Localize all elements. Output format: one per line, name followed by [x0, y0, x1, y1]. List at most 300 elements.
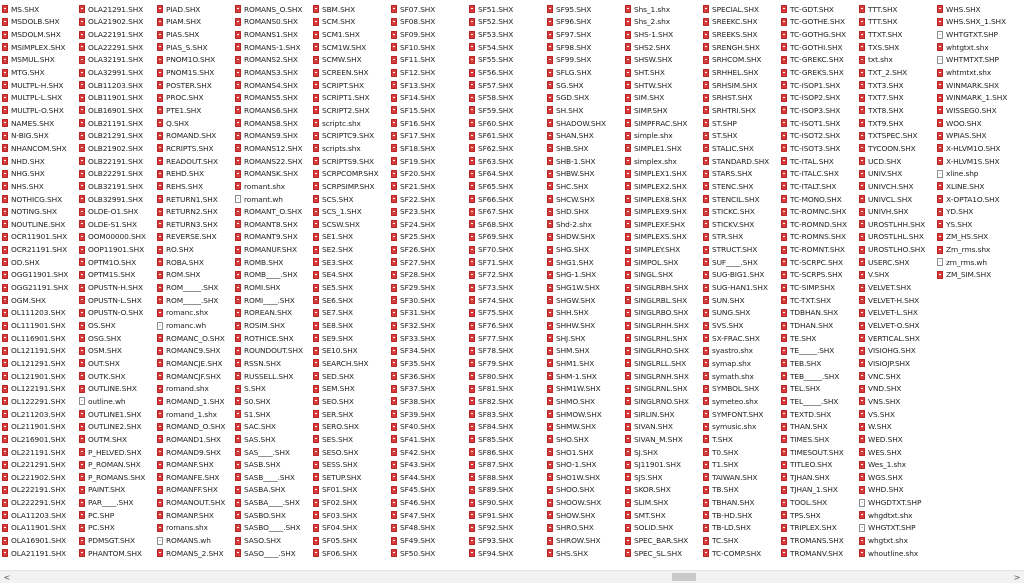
- file-item[interactable]: [2, 370, 66, 383]
- file-item[interactable]: [157, 534, 211, 547]
- file-item[interactable]: [313, 345, 358, 358]
- file-item[interactable]: [937, 92, 1007, 105]
- file-item[interactable]: [235, 167, 298, 180]
- file-item[interactable]: [781, 446, 844, 459]
- file-item[interactable]: [313, 167, 379, 180]
- file-item[interactable]: [547, 484, 594, 497]
- file-item[interactable]: [2, 79, 63, 92]
- file-item[interactable]: [2, 420, 66, 433]
- file-item[interactable]: [79, 357, 120, 370]
- file-item[interactable]: [235, 104, 298, 117]
- file-item[interactable]: [781, 408, 831, 421]
- file-item[interactable]: [547, 142, 588, 155]
- file-item[interactable]: [313, 522, 357, 535]
- file-item[interactable]: [157, 28, 199, 41]
- file-item[interactable]: [79, 155, 143, 168]
- file-item[interactable]: [547, 155, 595, 168]
- file-item[interactable]: [625, 167, 687, 180]
- file-item[interactable]: [313, 484, 357, 497]
- file-item[interactable]: [235, 395, 270, 408]
- file-item[interactable]: [313, 420, 359, 433]
- file-item[interactable]: [703, 345, 753, 358]
- file-item[interactable]: [391, 370, 435, 383]
- file-item[interactable]: [235, 484, 285, 497]
- file-item[interactable]: [469, 193, 513, 206]
- file-item[interactable]: [625, 484, 671, 497]
- file-item[interactable]: [781, 16, 845, 29]
- scrollbar-thumb[interactable]: [672, 573, 696, 581]
- file-item[interactable]: [547, 54, 591, 67]
- file-item[interactable]: [859, 408, 895, 421]
- file-item[interactable]: [859, 167, 902, 180]
- file-item[interactable]: [313, 243, 353, 256]
- file-item[interactable]: [547, 3, 591, 16]
- file-item[interactable]: [157, 41, 207, 54]
- file-item[interactable]: [859, 496, 921, 509]
- file-item[interactable]: [79, 231, 146, 244]
- file-item[interactable]: [625, 231, 687, 244]
- file-item[interactable]: [157, 130, 216, 143]
- file-item[interactable]: [235, 3, 302, 16]
- file-item[interactable]: [2, 294, 46, 307]
- file-item[interactable]: [859, 130, 918, 143]
- file-item[interactable]: [781, 370, 839, 383]
- file-item[interactable]: [313, 357, 368, 370]
- file-item[interactable]: [79, 383, 137, 396]
- file-item[interactable]: [781, 155, 834, 168]
- file-item[interactable]: [235, 446, 290, 459]
- file-item[interactable]: [157, 269, 200, 282]
- file-item[interactable]: [625, 3, 670, 16]
- file-item[interactable]: [625, 357, 686, 370]
- file-item[interactable]: [469, 28, 513, 41]
- file-item[interactable]: [781, 281, 835, 294]
- file-item[interactable]: [781, 167, 839, 180]
- file-item[interactable]: [2, 408, 66, 421]
- file-item[interactable]: [937, 66, 991, 79]
- file-item[interactable]: [157, 79, 212, 92]
- file-item[interactable]: [469, 395, 513, 408]
- file-item[interactable]: [703, 28, 757, 41]
- file-item[interactable]: [703, 433, 733, 446]
- file-item[interactable]: [2, 180, 44, 193]
- file-item[interactable]: [469, 534, 513, 547]
- file-item[interactable]: [625, 509, 666, 522]
- file-item[interactable]: [2, 547, 66, 560]
- file-item[interactable]: [703, 155, 769, 168]
- file-item[interactable]: [313, 547, 357, 560]
- file-item[interactable]: [937, 218, 972, 231]
- file-item[interactable]: [235, 496, 300, 509]
- file-item[interactable]: [781, 294, 831, 307]
- file-item[interactable]: [2, 496, 66, 509]
- file-item[interactable]: [469, 167, 513, 180]
- file-item[interactable]: [313, 193, 354, 206]
- file-item[interactable]: [781, 218, 847, 231]
- file-item[interactable]: [781, 231, 846, 244]
- file-item[interactable]: [469, 205, 513, 218]
- file-item[interactable]: [391, 54, 435, 67]
- file-item[interactable]: [2, 66, 45, 79]
- file-item[interactable]: [2, 281, 68, 294]
- file-item[interactable]: [79, 92, 143, 105]
- file-item[interactable]: [469, 104, 513, 117]
- file-item[interactable]: [781, 193, 842, 206]
- file-item[interactable]: [469, 243, 513, 256]
- file-item[interactable]: [313, 28, 360, 41]
- file-item[interactable]: [547, 509, 595, 522]
- file-item[interactable]: [79, 446, 142, 459]
- file-item[interactable]: [703, 218, 754, 231]
- file-item[interactable]: [79, 28, 143, 41]
- file-item[interactable]: [2, 307, 66, 320]
- file-item[interactable]: [391, 155, 435, 168]
- file-item[interactable]: [625, 180, 687, 193]
- file-item[interactable]: [781, 243, 845, 256]
- file-item[interactable]: [313, 319, 353, 332]
- file-item[interactable]: [625, 79, 672, 92]
- file-item[interactable]: [79, 294, 142, 307]
- file-item[interactable]: [703, 54, 761, 67]
- file-item[interactable]: [625, 471, 663, 484]
- file-item[interactable]: [2, 243, 67, 256]
- file-item[interactable]: [235, 294, 295, 307]
- file-item[interactable]: [937, 28, 998, 41]
- file-item[interactable]: [2, 117, 54, 130]
- file-item[interactable]: [79, 41, 143, 54]
- file-item[interactable]: [157, 180, 203, 193]
- file-item[interactable]: [157, 357, 222, 370]
- file-item[interactable]: [235, 332, 294, 345]
- file-item[interactable]: [313, 471, 361, 484]
- file-item[interactable]: [781, 522, 837, 535]
- file-item[interactable]: [391, 3, 435, 16]
- file-item[interactable]: [313, 231, 353, 244]
- file-item[interactable]: [235, 433, 276, 446]
- file-item[interactable]: [547, 243, 589, 256]
- file-item[interactable]: [547, 420, 596, 433]
- file-item[interactable]: [391, 471, 435, 484]
- file-item[interactable]: [547, 205, 589, 218]
- file-item[interactable]: [469, 256, 513, 269]
- file-item[interactable]: [937, 104, 997, 117]
- file-item[interactable]: [703, 281, 768, 294]
- file-item[interactable]: [2, 16, 59, 29]
- file-item[interactable]: [2, 395, 66, 408]
- file-item[interactable]: [859, 319, 919, 332]
- file-item[interactable]: [547, 256, 594, 269]
- file-item[interactable]: [235, 408, 270, 421]
- file-item[interactable]: [937, 117, 982, 130]
- file-item[interactable]: [469, 16, 513, 29]
- file-item[interactable]: [547, 79, 583, 92]
- file-item[interactable]: [79, 319, 116, 332]
- file-item[interactable]: [859, 180, 913, 193]
- file-item[interactable]: [391, 281, 435, 294]
- file-item[interactable]: [79, 180, 143, 193]
- file-item[interactable]: [469, 319, 513, 332]
- file-item[interactable]: [391, 547, 435, 560]
- file-item[interactable]: [859, 205, 908, 218]
- file-item[interactable]: [547, 28, 591, 41]
- file-item[interactable]: [79, 332, 121, 345]
- file-item[interactable]: [235, 307, 292, 320]
- file-item[interactable]: [703, 534, 738, 547]
- file-item[interactable]: [469, 357, 513, 370]
- file-item[interactable]: [469, 420, 513, 433]
- file-item[interactable]: [2, 509, 66, 522]
- file-item[interactable]: [235, 357, 281, 370]
- file-item[interactable]: [235, 319, 285, 332]
- file-item[interactable]: [313, 66, 369, 79]
- file-item[interactable]: [469, 66, 513, 79]
- file-item[interactable]: [625, 41, 671, 54]
- file-item[interactable]: [625, 420, 673, 433]
- file-item[interactable]: [703, 3, 759, 16]
- file-item[interactable]: [157, 142, 213, 155]
- file-item[interactable]: [313, 408, 353, 421]
- file-item[interactable]: [313, 370, 354, 383]
- file-item[interactable]: [937, 231, 988, 244]
- file-item[interactable]: [781, 395, 838, 408]
- file-item[interactable]: [781, 547, 843, 560]
- file-item[interactable]: [79, 205, 138, 218]
- file-item[interactable]: [937, 41, 989, 54]
- file-item[interactable]: [781, 117, 840, 130]
- file-item[interactable]: [703, 370, 754, 383]
- file-item[interactable]: [157, 104, 201, 117]
- file-item[interactable]: [859, 471, 903, 484]
- file-item[interactable]: [781, 458, 832, 471]
- file-item[interactable]: [703, 471, 757, 484]
- file-item[interactable]: [703, 205, 755, 218]
- file-item[interactable]: [859, 231, 924, 244]
- file-item[interactable]: [313, 383, 355, 396]
- file-item[interactable]: [391, 408, 435, 421]
- file-item[interactable]: [859, 193, 912, 206]
- file-item[interactable]: [703, 256, 758, 269]
- file-item[interactable]: [235, 345, 303, 358]
- file-item[interactable]: [469, 370, 513, 383]
- file-item[interactable]: [391, 496, 435, 509]
- file-item[interactable]: [937, 142, 1000, 155]
- file-item[interactable]: [859, 370, 901, 383]
- file-item[interactable]: [313, 307, 353, 320]
- file-item[interactable]: [157, 332, 225, 345]
- file-item[interactable]: [391, 534, 435, 547]
- file-item[interactable]: [391, 383, 435, 396]
- file-item[interactable]: [313, 256, 353, 269]
- file-item[interactable]: [469, 130, 513, 143]
- file-item[interactable]: [235, 130, 298, 143]
- file-item[interactable]: [859, 79, 904, 92]
- file-item[interactable]: [781, 28, 846, 41]
- file-item[interactable]: [937, 256, 987, 269]
- file-item[interactable]: [625, 205, 687, 218]
- file-item[interactable]: [625, 534, 688, 547]
- file-item[interactable]: [859, 256, 909, 269]
- file-item[interactable]: [625, 433, 683, 446]
- file-item[interactable]: [391, 117, 435, 130]
- file-item[interactable]: [2, 28, 61, 41]
- file-item[interactable]: [157, 205, 218, 218]
- file-item[interactable]: [781, 66, 844, 79]
- file-item[interactable]: [313, 104, 369, 117]
- file-item[interactable]: [313, 433, 353, 446]
- file-item[interactable]: [703, 522, 751, 535]
- file-item[interactable]: [703, 104, 756, 117]
- file-item[interactable]: [313, 155, 374, 168]
- file-item[interactable]: [781, 319, 833, 332]
- file-item[interactable]: [391, 104, 435, 117]
- file-item[interactable]: [79, 458, 141, 471]
- file-item[interactable]: [313, 117, 361, 130]
- file-item[interactable]: [625, 16, 670, 29]
- file-item[interactable]: [781, 3, 834, 16]
- file-item[interactable]: [625, 130, 673, 143]
- file-item[interactable]: [391, 16, 435, 29]
- file-item[interactable]: [859, 307, 918, 320]
- file-item[interactable]: [157, 547, 223, 560]
- file-item[interactable]: [547, 332, 585, 345]
- file-item[interactable]: [703, 509, 752, 522]
- file-item[interactable]: [781, 142, 840, 155]
- file-item[interactable]: [2, 256, 40, 269]
- file-item[interactable]: [469, 458, 513, 471]
- file-item[interactable]: [2, 167, 45, 180]
- file-item[interactable]: [547, 534, 600, 547]
- file-item[interactable]: [547, 433, 589, 446]
- file-item[interactable]: [157, 243, 194, 256]
- file-item[interactable]: [547, 408, 602, 421]
- file-item[interactable]: [391, 180, 435, 193]
- file-item[interactable]: [313, 332, 353, 345]
- file-item[interactable]: [235, 92, 298, 105]
- file-item[interactable]: [625, 319, 689, 332]
- file-item[interactable]: [157, 281, 218, 294]
- file-item[interactable]: [703, 395, 758, 408]
- file-item[interactable]: [547, 193, 595, 206]
- file-item[interactable]: [625, 307, 688, 320]
- file-item[interactable]: [859, 345, 916, 358]
- file-item[interactable]: [703, 383, 759, 396]
- file-item[interactable]: [703, 496, 755, 509]
- file-item[interactable]: [157, 294, 218, 307]
- file-item[interactable]: [859, 458, 906, 471]
- file-item[interactable]: [157, 509, 214, 522]
- file-item[interactable]: [859, 357, 910, 370]
- file-item[interactable]: [703, 117, 737, 130]
- scroll-left-arrow-icon[interactable]: <: [3, 572, 11, 582]
- file-item[interactable]: [235, 180, 285, 193]
- file-item[interactable]: [2, 345, 66, 358]
- file-item[interactable]: [391, 28, 435, 41]
- file-item[interactable]: [391, 130, 435, 143]
- file-item[interactable]: [469, 307, 513, 320]
- file-item[interactable]: [859, 383, 901, 396]
- file-item[interactable]: [703, 16, 757, 29]
- file-item[interactable]: [2, 193, 62, 206]
- file-item[interactable]: [2, 446, 66, 459]
- file-item[interactable]: [781, 54, 844, 67]
- file-item[interactable]: [157, 218, 218, 231]
- file-item[interactable]: [703, 357, 751, 370]
- file-item[interactable]: [391, 167, 435, 180]
- file-item[interactable]: [2, 319, 66, 332]
- file-item[interactable]: [391, 79, 435, 92]
- file-item[interactable]: [313, 269, 353, 282]
- file-item[interactable]: [469, 522, 513, 535]
- file-item[interactable]: [547, 345, 590, 358]
- file-item[interactable]: [2, 332, 66, 345]
- file-item[interactable]: [547, 16, 591, 29]
- file-item[interactable]: [469, 446, 513, 459]
- file-item[interactable]: [157, 3, 200, 16]
- file-item[interactable]: [625, 408, 675, 421]
- file-item[interactable]: [859, 332, 920, 345]
- file-item[interactable]: [781, 104, 840, 117]
- file-item[interactable]: [703, 193, 759, 206]
- file-item[interactable]: [781, 509, 821, 522]
- file-item[interactable]: [625, 294, 687, 307]
- file-item[interactable]: [547, 269, 596, 282]
- file-item[interactable]: [313, 3, 355, 16]
- file-item[interactable]: [781, 357, 821, 370]
- file-item[interactable]: [781, 256, 843, 269]
- file-item[interactable]: [781, 269, 843, 282]
- file-item[interactable]: [79, 54, 143, 67]
- file-item[interactable]: [625, 547, 682, 560]
- file-item[interactable]: [547, 458, 596, 471]
- file-item[interactable]: [859, 547, 918, 560]
- file-item[interactable]: [391, 193, 435, 206]
- file-item[interactable]: [547, 357, 594, 370]
- file-item[interactable]: [157, 395, 224, 408]
- file-item[interactable]: [469, 294, 513, 307]
- file-item[interactable]: [391, 142, 435, 155]
- file-item[interactable]: [235, 28, 298, 41]
- file-item[interactable]: [313, 92, 369, 105]
- file-item[interactable]: [781, 496, 827, 509]
- file-item[interactable]: [79, 104, 143, 117]
- file-item[interactable]: [391, 509, 435, 522]
- file-item[interactable]: [157, 471, 219, 484]
- file-item[interactable]: [625, 269, 673, 282]
- file-item[interactable]: [625, 522, 673, 535]
- file-item[interactable]: [547, 547, 588, 560]
- file-item[interactable]: [469, 142, 513, 155]
- file-item[interactable]: [703, 319, 743, 332]
- file-item[interactable]: [469, 180, 513, 193]
- file-item[interactable]: [625, 155, 677, 168]
- file-item[interactable]: [235, 79, 298, 92]
- file-item[interactable]: [313, 395, 354, 408]
- file-item[interactable]: [937, 16, 1006, 29]
- file-item[interactable]: [469, 408, 513, 421]
- file-item[interactable]: [937, 180, 984, 193]
- file-item[interactable]: [313, 142, 361, 155]
- file-item[interactable]: [2, 484, 66, 497]
- file-item[interactable]: [157, 66, 214, 79]
- file-item[interactable]: [235, 205, 302, 218]
- file-item[interactable]: [781, 205, 846, 218]
- file-item[interactable]: [79, 130, 143, 143]
- file-item[interactable]: [937, 167, 978, 180]
- file-item[interactable]: [235, 534, 281, 547]
- file-item[interactable]: [547, 446, 594, 459]
- file-item[interactable]: [937, 205, 973, 218]
- file-item[interactable]: [547, 104, 583, 117]
